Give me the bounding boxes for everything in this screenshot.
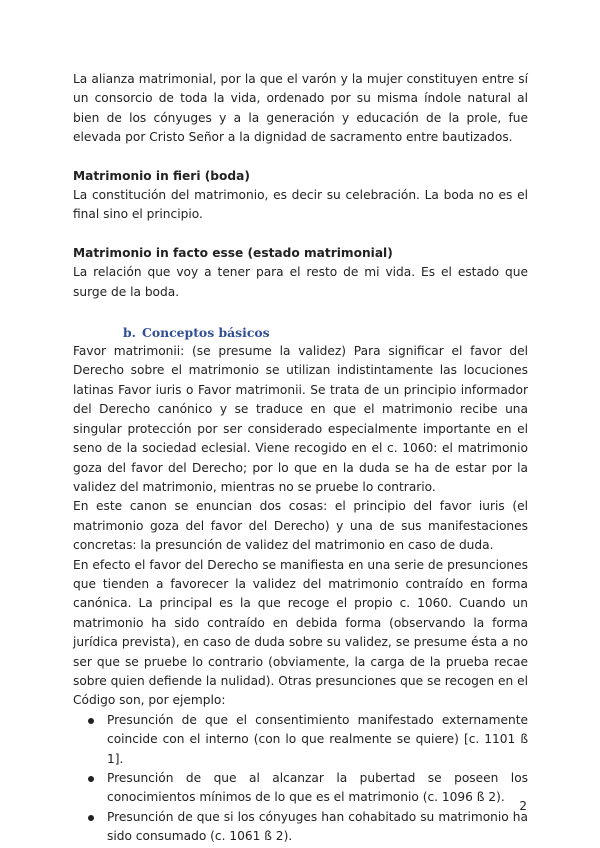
list-item: Presunción de que el consentimiento manifestado externamente coincide con el interno (con lo que realmente se quiere) [c. 1101 ß 1]. [107,711,528,769]
intro-paragraph: La alianza matrimonial, por la que el varón y la mujer constituyen entre sí un consorcio de toda la vida, ordenado por su misma índole natural al bien de los cónyuges y a la generación y educación de la prole, fue elevada por Cristo Señor a la dignidad de sacramento entre bautizados. [73,72,528,145]
canon-paragraph: En este canon se enuncian dos cosas: el principio del favor iuris (el matrimonio goza del favor del Derecho) y una de sus manifestaciones concretas: la presunción de validez del matrimonio en caso de duda. [73,499,528,553]
list-item: Presunción de que al alcanzar la pubertad se poseen los conocimientos mínimos de lo que es el matrimonio (c. 1096 ß 2). [107,769,528,808]
presunciones-paragraph: En efecto el favor del Derecho se manifiesta en una serie de presunciones que tienden a favorecer la validez del matrimonio contraído en forma canónica. La principal es la que recoge el propio c. 1060. Cuando un matrimonio ha sido contraído en debida forma (observando la forma jurídica prevista), en caso de duda sobre su validez, se presume ésta a no ser que se pruebe lo contrario (obviamente, la carga de la prueba recae sobre quien defiende la nulidad). Otras presunciones que se recogen en el Código son, por ejemplo: [73,557,528,708]
presunciones-list [73,711,528,847]
page-content [73,70,528,847]
page-number: 2 [519,799,527,813]
section-title: Conceptos básicos [141,325,270,341]
facto-text: La relación que voy a tener para el resto de mi vida. Es el estado que surge de la boda. [73,265,528,299]
section-letter: b. [123,325,136,341]
fieri-heading: Matrimonio in fieri (boda) [73,168,250,183]
facto-heading: Matrimonio in facto esse (estado matrimonial) [73,245,393,260]
section-heading [123,323,528,342]
list-item: Presunción de que si los cónyuges han cohabitado su matrimonio ha sido consumado (c. 1061 ß 2). [107,808,528,847]
fieri-text: La constitución del matrimonio, es decir su celebración. La boda no es el final sino el principio. [73,188,528,222]
favor-paragraph: Favor matrimonii: (se presume la validez) Para significar el favor del Derecho sobre el matrimonio se utilizan indistintamente las locuciones latinas Favor iuris o Favor matrimonii. Se trata de un principio informador del Derecho canónico y se traduce en que el matrimonio recibe una singular protección por ser considerado especialmente importante en el seno de la sociedad eclesial. Viene recogido en el c. 1060: el matrimonio goza del favor del Derecho; por lo que en la duda se ha de estar por la validez del matrimonio, mientras no se pruebe lo contrario. [73,344,528,494]
